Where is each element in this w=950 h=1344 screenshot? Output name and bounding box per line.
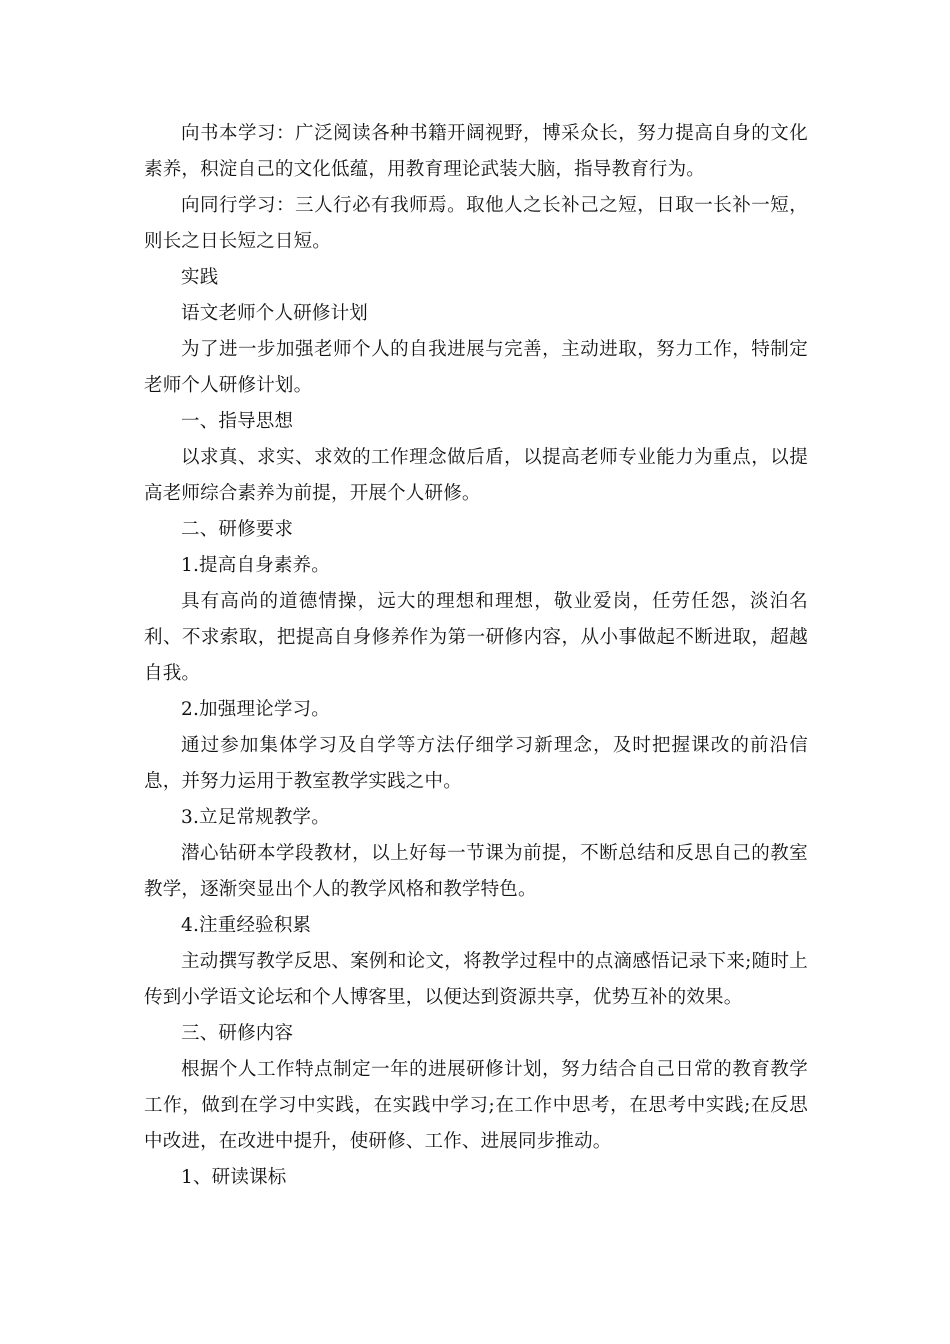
heading-practice: 实践 — [181, 267, 219, 288]
subheading-requirement-4: 4.注重经验积累 — [181, 915, 312, 936]
paragraph-learn-from-peers: 向同行学习：三人行必有我师焉。取他人之长补己之短，日取一长补一短，则长之日长短之日短。 — [144, 195, 808, 252]
heading-requirements: 二、研修要求 — [181, 519, 294, 540]
paragraph-content: 根据个人工作特点制定一年的进展研修计划，努力结合自己日常的教育教学工作，做到在学习中实践，在实践中学习;在工作中思考，在思考中实践;在反思中改进，在改进中提升，使研修、工作、进展同步推动。 — [144, 1059, 808, 1152]
heading-guiding-ideology: 一、指导思想 — [181, 411, 294, 432]
paragraph-learn-from-books: 向书本学习：广泛阅读各种书籍开阔视野，博采众长，努力提高自身的文化素养，积淀自己的文化低蕴，用教育理论武装大脑，指导教育行为。 — [144, 123, 808, 180]
paragraph-guiding-ideology: 以求真、求实、求效的工作理念做后盾，以提高老师专业能力为重点，以提高老师综合素养为前提，开展个人研修。 — [144, 447, 808, 504]
paragraph-requirement-1: 具有高尚的道德情操，远大的理想和理想，敬业爱岗，任劳任怨，淡泊名利、不求索取，把提高自身修养作为第一研修内容，从小事做起不断进取，超越自我。 — [144, 591, 808, 684]
subheading-requirement-1: 1.提高自身素养。 — [181, 555, 330, 576]
paragraph-requirement-4: 主动撰写教学反思、案例和论文，将教学过程中的点滴感悟记录下来;随时上传到小学语文论坛和个人博客里，以便达到资源共享，优势互补的效果。 — [144, 951, 808, 1008]
subheading-content-1: 1、研读课标 — [181, 1167, 287, 1188]
paragraph-requirement-2: 通过参加集体学习及自学等方法仔细学习新理念，及时把握课改的前沿信息，并努力运用于教室教学实践之中。 — [144, 735, 808, 792]
paragraph-requirement-3: 潜心钻研本学段教材，以上好每一节课为前提，不断总结和反思自己的教室教学，逐渐突显出个人的教学风格和教学特色。 — [144, 843, 808, 900]
subheading-requirement-2: 2.加强理论学习。 — [181, 699, 330, 720]
subheading-requirement-3: 3.立足常规教学。 — [181, 807, 330, 828]
document-title: 语文老师个人研修计划 — [181, 303, 369, 324]
heading-content: 三、研修内容 — [181, 1023, 294, 1044]
document-body — [144, 116, 808, 1196]
paragraph-intro: 为了进一步加强老师个人的自我进展与完善，主动进取，努力工作，特制定老师个人研修计划。 — [144, 339, 808, 396]
